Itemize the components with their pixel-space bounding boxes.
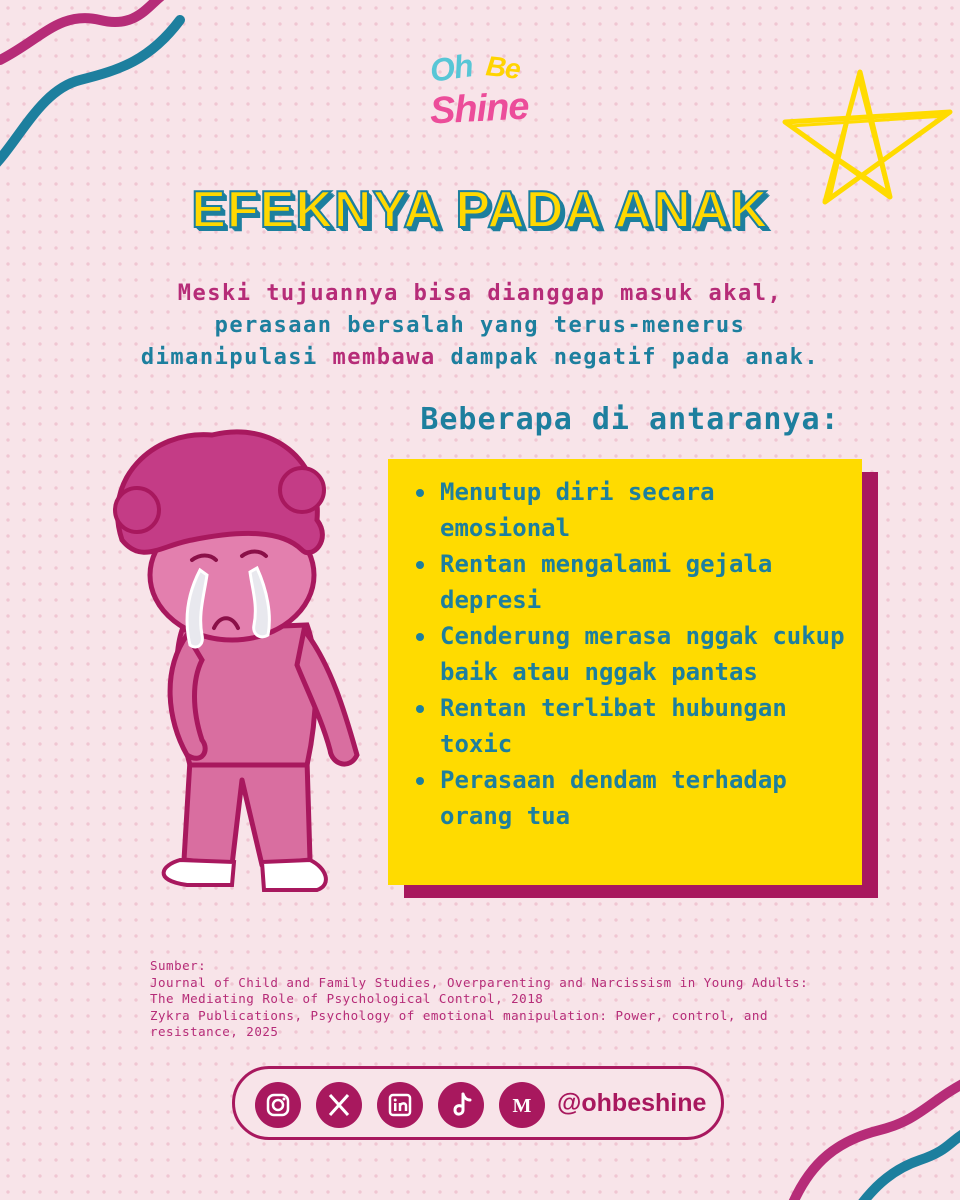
logo-word-oh: Oh xyxy=(427,47,475,89)
source-citations xyxy=(150,958,840,1041)
list-subheading: Beberapa di antaranya: xyxy=(420,402,840,437)
crying-child-icon xyxy=(92,420,382,910)
decorative-squiggle-top-left xyxy=(0,0,220,200)
list-item: Rentan mengalami gejala depresi xyxy=(410,546,850,618)
brand-logo xyxy=(420,48,540,138)
intro-line-3-c: dampak negatif pada anak. xyxy=(435,345,820,370)
list-item: Perasaan dendam terhadap orang tua xyxy=(410,762,850,834)
intro-line-3-a: dimanipulasi xyxy=(140,345,333,370)
list-item: Rentan terlibat hubungan toxic xyxy=(410,690,850,762)
social-handle[interactable]: @ohbeshine xyxy=(557,1089,707,1117)
medium-icon[interactable] xyxy=(499,1082,545,1128)
list-item: Menutup diri secara emosional xyxy=(410,474,850,546)
effects-list xyxy=(410,474,850,834)
social-links-bar xyxy=(232,1066,724,1140)
instagram-icon[interactable] xyxy=(255,1082,301,1128)
intro-line-3 xyxy=(60,342,900,374)
list-item: Cenderung merasa nggak cukup baik atau nggak pantas xyxy=(410,618,850,690)
source-label: Sumber: xyxy=(150,958,207,973)
logo-word-shine: Shine xyxy=(428,85,530,133)
logo-word-be: Be xyxy=(484,50,522,85)
intro-line-2: perasaan bersalah yang terus-menerus xyxy=(214,313,746,338)
intro-line-3-b: membawa xyxy=(332,345,436,370)
svg-text:M: M xyxy=(512,1095,532,1117)
decorative-squiggle-bottom-right xyxy=(780,1040,960,1200)
tiktok-icon[interactable] xyxy=(438,1082,484,1128)
intro-line-1: Meski tujuannya bisa dianggap masuk akal, xyxy=(177,281,783,306)
x-icon[interactable] xyxy=(316,1082,362,1128)
linkedin-icon[interactable] xyxy=(377,1082,423,1128)
source-ref-1: Journal of Child and Family Studies, Overparenting and Narcissism in Young Adults: The Mediating Role of Psychological Control, 2018 xyxy=(150,974,817,1006)
source-ref-2: Zykra Publications, Psychology of emotional manipulation: Power, control, and resistance, 2025 xyxy=(150,1007,777,1039)
intro-paragraph xyxy=(60,278,900,374)
page-title: EFEKNYA PADA ANAK xyxy=(191,181,769,239)
